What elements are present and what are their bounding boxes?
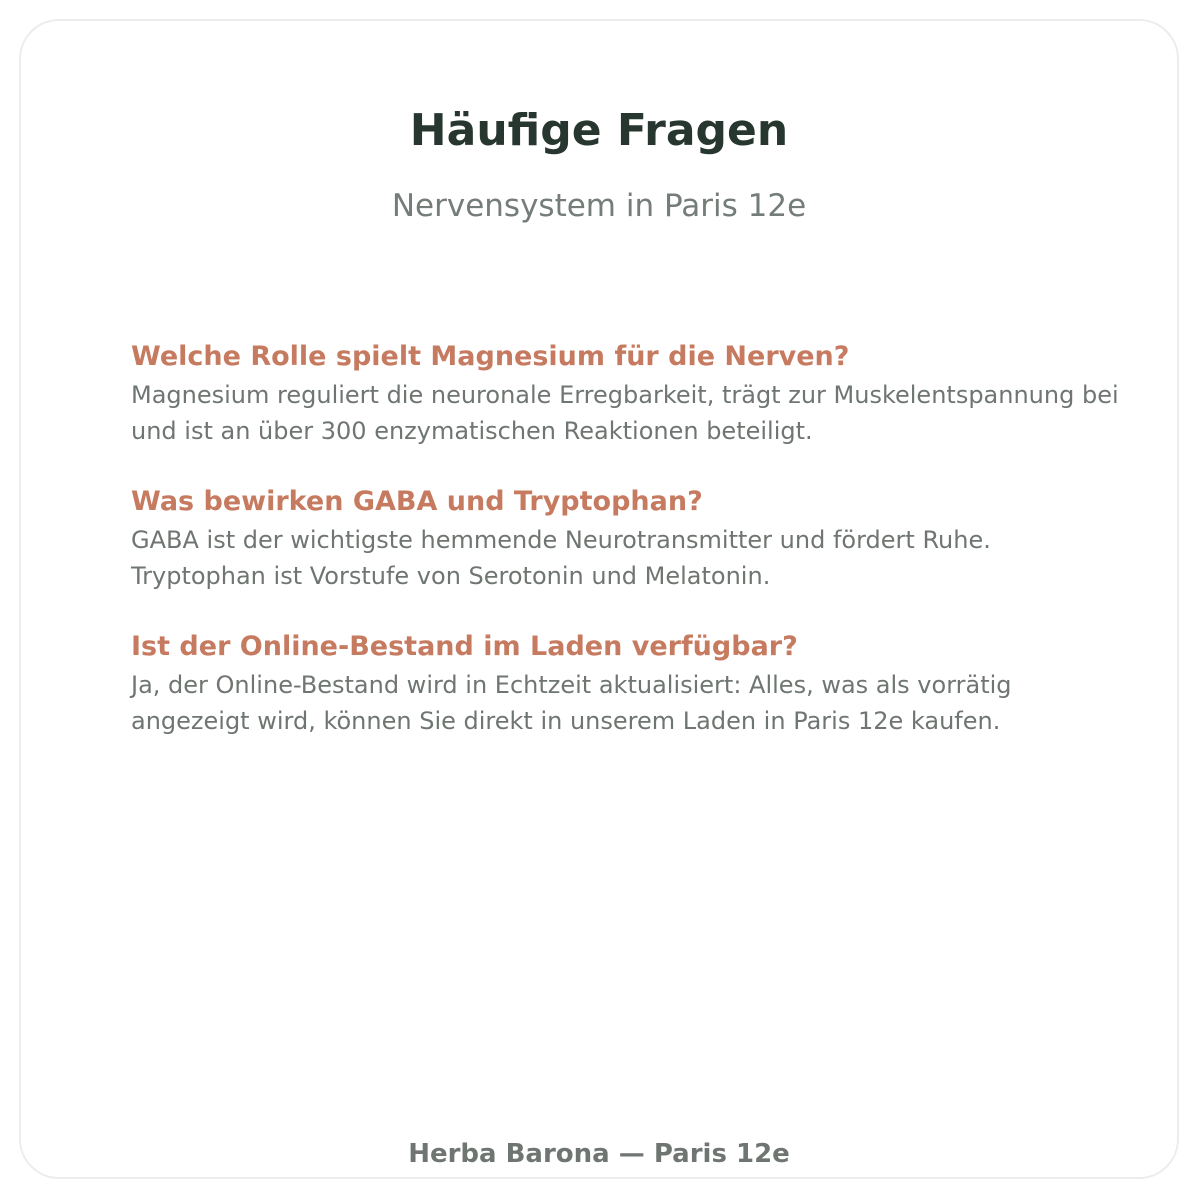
faq-card (19, 19, 1179, 1179)
faq-item (131, 627, 1131, 739)
faq-answer: Ja, der Online-Bestand wird in Echtzeit aktualisiert: Alles, was als vorrätig angezeigt wird, können Sie direkt in unserem Laden in Paris 12e kaufen. (131, 671, 1012, 735)
page-subtitle: Nervensystem in Paris 12e (391, 188, 807, 224)
faq-question: Welche Rolle spielt Magnesium für die Nerven? (131, 341, 850, 372)
footer-brand: Herba Barona — Paris 12e (408, 1139, 790, 1169)
page-title: Häufige Fragen (409, 105, 789, 156)
faq-question: Ist der Online-Bestand im Laden verfügbar? (131, 631, 798, 662)
faq-list (131, 337, 1131, 772)
faq-question: Was bewirken GABA und Tryptophan? (131, 486, 703, 517)
faq-item (131, 482, 1131, 594)
faq-answer: Magnesium reguliert die neuronale Erregbarkeit, trägt zur Muskelentspannung bei und ist an über 300 enzymatischen Reaktionen beteiligt. (131, 381, 1119, 445)
faq-answer: GABA ist der wichtigste hemmende Neurotransmitter und fördert Ruhe. Tryptophan ist Vorstufe von Serotonin und Melatonin. (131, 526, 991, 590)
faq-item (131, 337, 1131, 449)
